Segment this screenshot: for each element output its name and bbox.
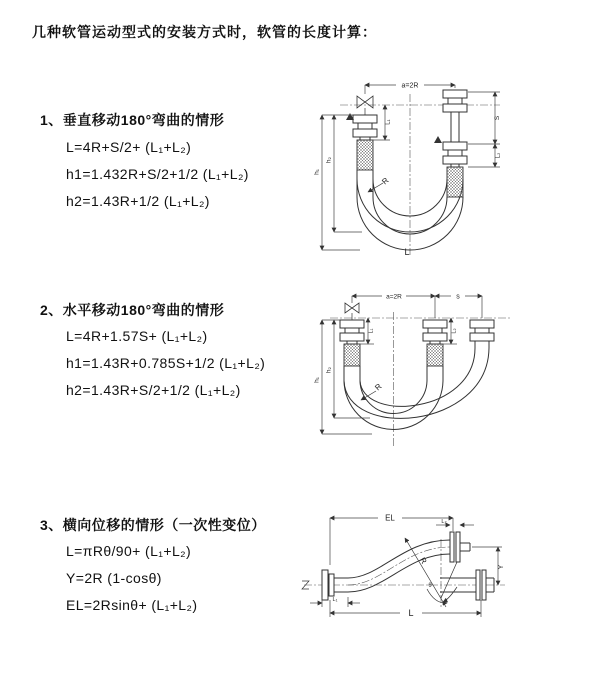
dim-label: R bbox=[380, 175, 391, 187]
dim-label: θ bbox=[428, 583, 432, 589]
right-pipe-fitting bbox=[434, 90, 467, 197]
dim-label: R bbox=[373, 381, 384, 393]
dim-label: L₁ bbox=[385, 119, 392, 125]
dimension-s bbox=[468, 92, 501, 144]
formula-line: L=4R+S/2+ (L₁+L₂) bbox=[66, 139, 192, 155]
left-pipe-fitting bbox=[346, 96, 377, 170]
hose-s-curve bbox=[348, 540, 450, 592]
braided-hose-section bbox=[344, 344, 360, 366]
top-right-flange bbox=[450, 532, 470, 562]
valve-icon bbox=[352, 303, 359, 313]
dim-label: L₂ bbox=[441, 519, 447, 525]
dimension-l2 bbox=[468, 144, 502, 167]
dimension-a2r bbox=[365, 83, 455, 95]
dim-label: Y bbox=[498, 564, 505, 570]
formula-line: h2=1.43R+1/2 (L₁+L₂) bbox=[66, 193, 210, 209]
right-pipe-fitting bbox=[470, 320, 494, 348]
formula-line: h1=1.432R+S/2+1/2 (L₁+L₂) bbox=[66, 166, 249, 182]
dim-label: s bbox=[456, 293, 460, 301]
formula-line: L=πRθ/90+ (L₁+L₂) bbox=[66, 543, 192, 559]
section-2-heading: 2、水平移动180°弯曲的情形 bbox=[40, 302, 225, 318]
diagram-lateral-displacement bbox=[300, 505, 590, 650]
braided-hose-section bbox=[357, 140, 373, 170]
dim-label: a=2R bbox=[401, 82, 419, 90]
braided-hose-section bbox=[427, 344, 443, 366]
formula-line: Y=2R (1-cosθ) bbox=[66, 570, 162, 586]
movement-arrow-icon bbox=[434, 136, 442, 143]
dim-label: h₁ bbox=[313, 169, 321, 175]
formula-line: h1=1.43R+0.785S+1/2 (L₁+L₂) bbox=[66, 355, 266, 371]
braided-hose-section bbox=[447, 167, 463, 197]
dim-label: h₂ bbox=[325, 366, 333, 374]
dimension-el bbox=[330, 514, 453, 566]
dim-label: S bbox=[494, 115, 501, 121]
dim-label: h₂ bbox=[325, 156, 333, 164]
left-pipe-fitting bbox=[340, 303, 364, 366]
dim-label: L bbox=[408, 608, 414, 618]
dim-label: R bbox=[417, 555, 429, 566]
diagram-horizontal-movement bbox=[312, 288, 572, 458]
valve-icon bbox=[365, 96, 373, 108]
valve-icon bbox=[357, 96, 365, 108]
section-3-heading: 3、横向位移的情形（一次性变位） bbox=[40, 517, 266, 533]
valve-icon bbox=[345, 303, 352, 313]
formula-line: h2=1.43R+S/2+1/2 (L₁+L₂) bbox=[66, 382, 241, 398]
dimension-l1 bbox=[310, 597, 360, 607]
formula-line: L=4R+1.57S+ (L₁+L₂) bbox=[66, 328, 208, 344]
dim-label: L₂ bbox=[451, 328, 458, 334]
dimension-a2r bbox=[352, 294, 482, 319]
diagram-vertical-movement bbox=[310, 72, 550, 257]
formula-line: EL=2Rsinθ+ (L₁+L₂) bbox=[66, 597, 198, 613]
dim-label: EL bbox=[385, 513, 395, 523]
radius-leader bbox=[368, 176, 391, 192]
dimension-s bbox=[435, 294, 482, 301]
hose-u-bend bbox=[344, 348, 489, 430]
dimension-l2 bbox=[436, 519, 474, 525]
dim-label: L₁ bbox=[332, 597, 338, 603]
dim-label: h₁ bbox=[313, 377, 321, 383]
section-1-heading: 1、垂直移动180°弯曲的情形 bbox=[40, 112, 225, 128]
dim-label: L₁ bbox=[368, 328, 375, 334]
dim-label: a=2R bbox=[386, 293, 402, 301]
page-title: 几种软管运动型式的安装方式时，软管的长度计算： bbox=[32, 24, 377, 40]
middle-pipe-fitting bbox=[423, 320, 447, 366]
dim-label: L₂ bbox=[495, 152, 502, 159]
dim-label-L: L bbox=[404, 247, 410, 257]
